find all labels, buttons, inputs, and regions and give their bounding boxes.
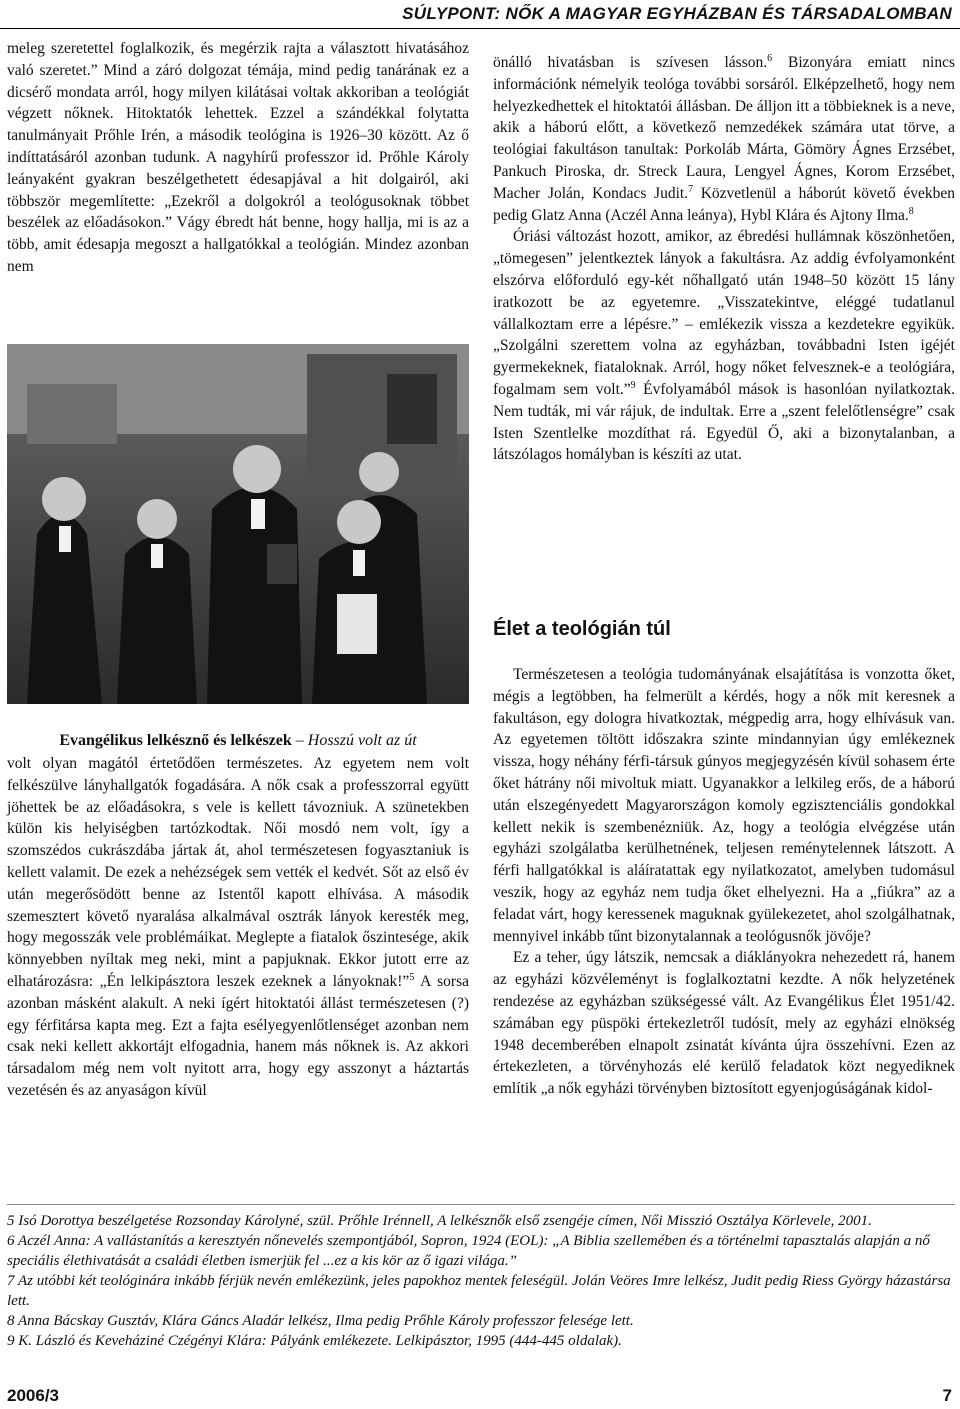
page-number: 7 [942, 1386, 952, 1405]
footnote: 7 Az utóbbi két teológinára inkább férjük nevén emlékezünk, jeles papokhoz mentek feleségül. Jolán Veöres Imre lelkész, Judit pedig Riess György házastársa lett. [7, 1273, 951, 1309]
issue-number: 2006/3 [7, 1386, 59, 1405]
caption-title: Evangélikus lelkésznő és lelkészek [59, 732, 292, 749]
caption-subtitle: Hosszú volt az út [307, 732, 417, 749]
text-run: volt olyan magától értetődően természetes. Az egyetem nem volt felkészülve lányhallgatók fogadására. A nők csak a professzorral együtt jöhettek be az előadásokra, s vele is kellett távozniuk. A szünetekben külön kis helyiségben tartózkodtak. Női mosdó nem volt, így a szomszédos cukrászdába jártak át, ahol természetesen fogyasztaniuk is kellett valamit. De ezek a nehézségek sem vették el kedvét. Sőt az első év után megerősödött benne az Istentől kapott elhívása. A második szemesztert követő nyaralása alkalmával osztrák lányok keresték meg, hogy megosszák vele problémáikat. Meglepte a fiatalok őszintesége, akik könnyebben nyíltak meg neki, mint a papjuknak. Ekkor jutott erre az elhatározásra: „Én lelkipásztora leszek ezeknek a lányoknak!” [7, 755, 469, 990]
footnote-ref: 5 [409, 971, 415, 983]
caption-dash: – [295, 732, 308, 749]
paragraph [7, 753, 469, 1102]
header-rule [0, 28, 960, 29]
paragraph: Ez a teher, úgy látszik, nemcsak a diáklányokra nehezedett rá, hanem az egyházi közvéleményt is foglalkoztatni kezdte. A nők helyzetének rendezése az egyházban szükségessé vált. Az Evangélikus Élet 1951/42. számában egy püspöki értekezletről tudósít, mely az egyházi elnökség 1948 decemberében elnapolt zsinatát kívánta újra összehívni. Ezen az értekezleten, a törvényhozás elé kerülő feladatok közt negyediknek említik „a nők egyházi törvényben biztosított egyenjogúságának kidol- [493, 949, 955, 1098]
paragraph: Természetesen a teológia tudományának elsajátítása is vonzotta őket, mégis a legtöbben, ha felmerült a kérdés, hogy a nők mit keresnek a fakultáson, egy dologra hivatkoztak, mégpedig arra, hogy elhívásuk van. Az egyetemen töltött időszakra szinte mindannyian úgy emlékeznek vissza, hogy néhány férfi-társuk gúnyos megjegyzésén kívül sohasem érte őket hátrány női mivoltuk miatt. Ugyanakkor a lelkileg erős, de a háború után elszegényedett Magyarországon komoly egzisztenciális gondokkal kellett nekik is szembenézniük. Az, hogy a teológia elvégzése után egyházi szolgálatba kerülhetnének, teljesen reménytelennek látszott. A férfi hallgatókkal is aláíratattak egy nyilatkozatot, amelyben tudomásul veszik, hogy az egyház nem tudja őket elhelyezni. Ha a „fiúkra” az a feladat várt, hogy keressenek maguknak gyülekezetet, ahol szolgálhatnak, mennyivel inkább tűnt bizonytalannak a teológusnők jövője? [493, 666, 955, 945]
text-run: A sorsa azonban másként alakult. A neki ígért hitoktatói állást természetesen (?) egy férfitársa kapta meg. Ezt a fajta esélyegyenlőtlenséget azonban nem csak neki kellett akkortájt elfogadnia, hanem más nőknek is. Az akkori társadalom még nem volt nyitott arra, hogy egy asszonyt a háztartás vezetésén és az anyaságon kívül [7, 972, 469, 1099]
text-run: Óriási változást hozott, amikor, az ébredési hullámnak köszönhetően, „tömegesen” jelentkeztek lányok a fakultásra. Az addig évfolyamonként elszórva előforduló egy-két nőhallgató után 1948–50 között 15 lány iratkozott be az egyetemre. „Visszatekintve, eléggé tudatlanul vállalkoztam erre a lépésre.” – emlékezik vissza a kezdetekre egyikük. „Szolgálni szerettem volna az egyházban, továbbadni Isten igéjét gyermekeknek, fiataloknak. Arról, hogy nőket felvesznek-e a teológiára, fogalmam sem volt.” [493, 228, 955, 398]
footnote: 5 Isó Dorottya beszélgetése Rozsonday Károlyné, szül. Prőhle Irénnell, A lelkésznők első zsengéje címen, Női Misszió Osztálya Körlevele, 2001. [7, 1213, 872, 1229]
footnote-ref: 7 [688, 183, 694, 195]
footnote: 6 Aczél Anna: A vallástanítás a keresztyén nőnevelés szempontjából, Sopron, 1924 (EOL): „A Biblia szellemében és a történelmi tapasztalás alapján a nő speciális élethivatását a családi életben ismerjük fel ...ez a kis kör az ő igazi világa.” [7, 1233, 930, 1269]
photo-illustration [7, 344, 469, 704]
left-column-bottom [7, 753, 469, 1102]
section-heading: Élet a teológián túl [493, 618, 671, 640]
text-run: Bizonyára emiatt nincs információnk némelyik teológa további sorsáról. Elképzelhető, hogy nem helyezkedhettek el hitoktatói állásban. De álljon itt a többieknek is a neve, akik a háború előtt, a következő nemzedékek számára utat törve, a teológiai fakultáson tanultak: Porkoláb Márta, Gömöry Ágnes Erzsébet, Pankuch Piroska, dr. Streck Laura, Lengyel Ágnes, Korom Erzsébet, Macher Jolán, Kondacs Judit. [493, 54, 955, 202]
text-run: Évfolyamából mások is hasonlóan nyilatkoztak. Nem tudták, mi vár rájuk, de indultak. Erre a „szent felelőtlenségre” csak Isten Szentlelke mozdíthat rá. Egyedül Ő, aki a bizonytalanban, a látszólagos homályban is készíti az utat. [493, 380, 955, 464]
right-column-top [493, 52, 955, 466]
footnote-ref: 8 [908, 205, 914, 217]
photo-caption [7, 732, 469, 750]
paragraph: meleg szeretettel foglalkozik, és megérzik rajta a választott hivatásához való szeretet.” Mind a záró dolgozat témája, mind pedig tanárának ez a dicsérő mondata arról, hogy milyen kilátásai voltak akkoriban a teológiát végzett nőknek. Hitoktatók lehettek. Ezzel a szándékkal folytatta tanulmányait Prőhle Irén, a második teológina is 1926–30 között. Az ő indíttatásáról azonban tudunk. A nagyhírű professzor id. Prőhle Károly leányaként gyakran beszélgethetett édesapjával a hit dolgairól, aki többször megemlítette: „Ezekről a dolgokról a teológusoknak többet beszélek az előadásokon.” Vágy ébredt hát benne, hogy hallja, mi is az a több, amit édesapja megoszt a hallgatókkal a teológián. Mindez azonban nem [7, 40, 469, 275]
footnote-rule [7, 1204, 955, 1205]
footnote: 8 Anna Bácskay Gusztáv, Klára Gáncs Aladár lelkész, Ilma pedig Prőhle Károly professzor felesége lett. [7, 1313, 634, 1329]
paragraph [493, 52, 955, 226]
footnote-ref: 6 [767, 52, 773, 64]
text-run: önálló hivatásban is szívesen lásson. [493, 54, 768, 71]
text-run: Közvetlenül a háborút követő években pedig Glatz Anna (Aczél Anna leánya), Hybl Klára és Ajtony Ilma. [493, 184, 955, 224]
group-photo [7, 344, 469, 704]
footnote-ref: 9 [630, 379, 636, 391]
paragraph [493, 226, 955, 466]
running-header: SÚLYPONT: NŐK A MAGYAR EGYHÁZBAN ÉS TÁRSADALOMBAN [402, 4, 952, 23]
footnotes [7, 1211, 955, 1351]
left-column-top [7, 38, 469, 278]
footnote: 9 K. László és Keveháziné Czégényi Klára: Pályánk emlékezete. Lelkipásztor, 1995 (444-445 oldalak). [7, 1333, 622, 1349]
right-column-bottom [493, 664, 955, 1100]
